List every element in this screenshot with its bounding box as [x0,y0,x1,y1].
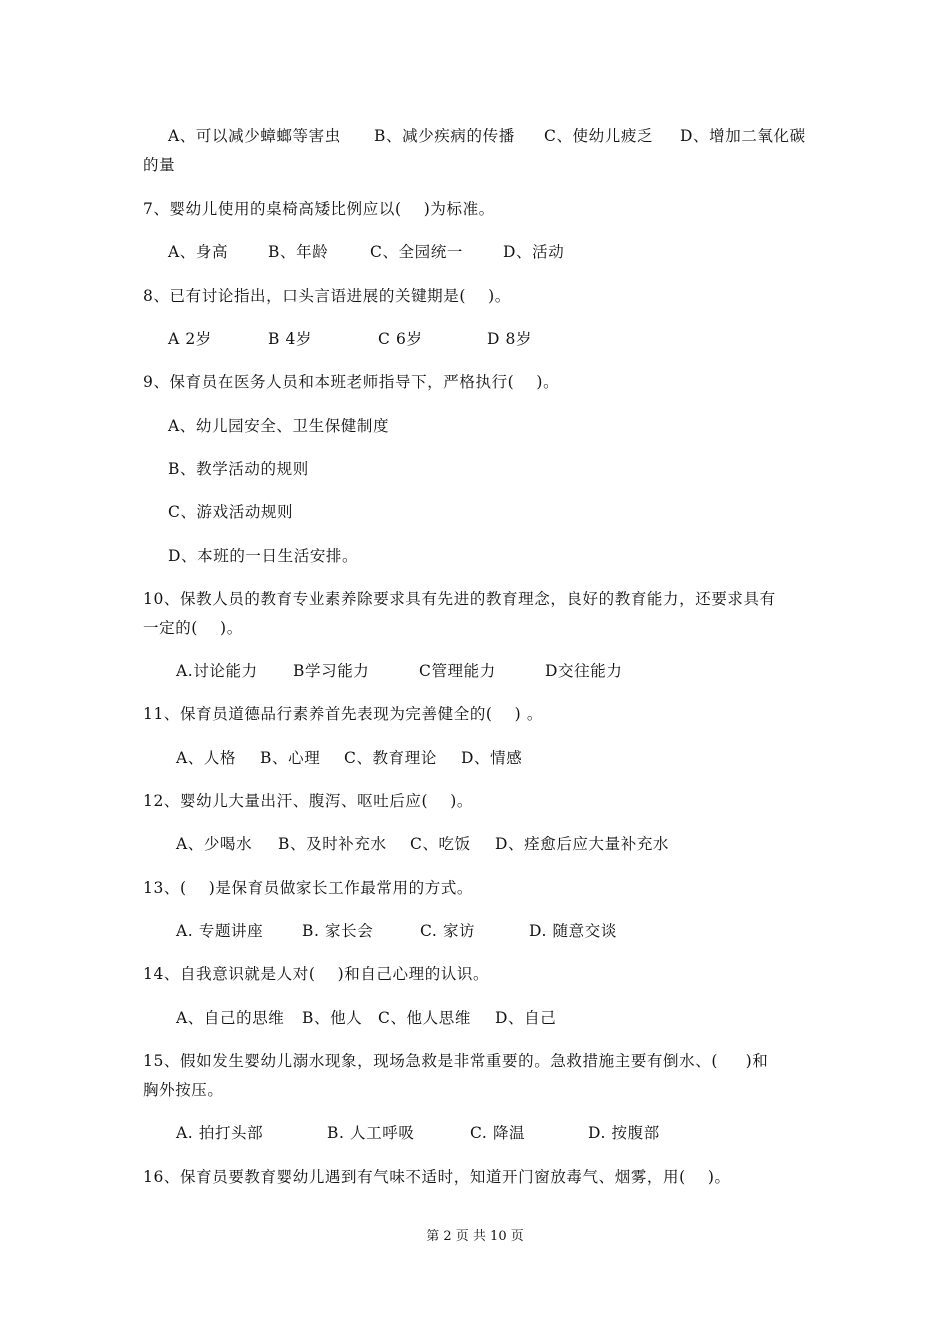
q15-option-b: B. 人工呼吸 [327,1124,415,1142]
q14-option-c: C、他人思维 [378,1009,471,1027]
q14-stem: 14、自我意识就是人对( )和自己心理的认识。 [143,965,490,983]
q6-option-c: C、使幼儿疲乏 [544,127,654,145]
q9-option-a: A、幼儿园安全、卫生保健制度 [168,417,390,435]
q13-option-a: A. 专题讲座 [176,922,264,940]
q7-option-a: A、身高 [168,243,229,261]
q13-option-d: D. 随意交谈 [529,922,617,940]
q8-option-a: A 2岁 [168,330,212,348]
q12-option-c: C、吃饭 [410,835,471,853]
q8-stem: 8、已有讨论指出，口头言语进展的关键期是( )。 [143,287,511,305]
q15-stem-line2: 胸外按压。 [143,1081,224,1099]
q11-stem: 11、保育员道德品行素养首先表现为完善健全的( ) 。 [143,705,543,723]
q15-option-c: C. 降温 [470,1124,526,1142]
q6-option-a: A、可以减少蟑螂等害虫 [168,127,341,145]
q10-option-a: A.讨论能力 [176,662,258,680]
q12-stem: 12、婴幼儿大量出汗、腹泻、呕吐后应( )。 [143,792,474,810]
q13-option-b: B. 家长会 [302,922,374,940]
q12-option-a: A、少喝水 [176,835,253,853]
q9-option-b: B、教学活动的规则 [168,460,309,478]
q10-option-d: D交往能力 [545,662,623,680]
q11-option-a: A、人格 [176,749,237,767]
q10-option-b: B学习能力 [293,662,370,680]
q9-option-d: D、本班的一日生活安排。 [168,547,359,565]
q7-option-b: B、年龄 [268,243,329,261]
q15-option-d: D. 按腹部 [588,1124,660,1142]
q11-option-b: B、心理 [260,749,321,767]
q9-stem: 9、保育员在医务人员和本班老师指导下，严格执行( )。 [143,373,560,391]
q7-option-c: C、全园统一 [370,243,463,261]
q8-option-c: C 6岁 [378,330,423,348]
q7-option-d: D、活动 [503,243,565,261]
q6-option-d: D、增加二氧化碳 [680,127,806,145]
q6-option-b: B、减少疾病的传播 [374,127,515,145]
q8-option-d: D 8岁 [487,330,533,348]
q14-option-d: D、自己 [495,1009,557,1027]
q16-stem: 16、保育员要教育婴幼儿遇到有气味不适时，知道开门窗放毒气、烟雾，用( )。 [143,1168,731,1186]
q13-stem: 13、( )是保育员做家长工作最常用的方式。 [143,879,474,897]
q12-option-b: B、及时补充水 [278,835,387,853]
q9-option-c: C、游戏活动规则 [168,503,294,521]
q11-option-c: C、教育理论 [344,749,437,767]
q15-option-a: A. 拍打头部 [176,1124,264,1142]
q8-option-b: B 4岁 [268,330,313,348]
q13-option-c: C. 家访 [420,922,476,940]
q12-option-d: D、痊愈后应大量补充水 [495,835,670,853]
q15-stem-line1: 15、假如发生婴幼儿溺水现象，现场急救是非常重要的。急救措施主要有倒水、( )和 [143,1052,769,1070]
page-number-footer: 第 2 页 共 10 页 [426,1229,524,1244]
q10-option-c: C管理能力 [419,662,496,680]
q6-option-continuation: 的量 [143,156,176,174]
q11-option-d: D、情感 [461,749,523,767]
q14-option-a: A、自己的思维 [176,1009,285,1027]
q14-option-b: B、他人 [302,1009,363,1027]
q10-stem-line2: 一定的( )。 [143,619,243,637]
q10-stem-line1: 10、保教人员的教育专业素养除要求具有先进的教育理念，良好的教育能力，还要求具有 [143,590,776,608]
q7-stem: 7、婴幼儿使用的桌椅高矮比例应以( )为标准。 [143,200,495,218]
